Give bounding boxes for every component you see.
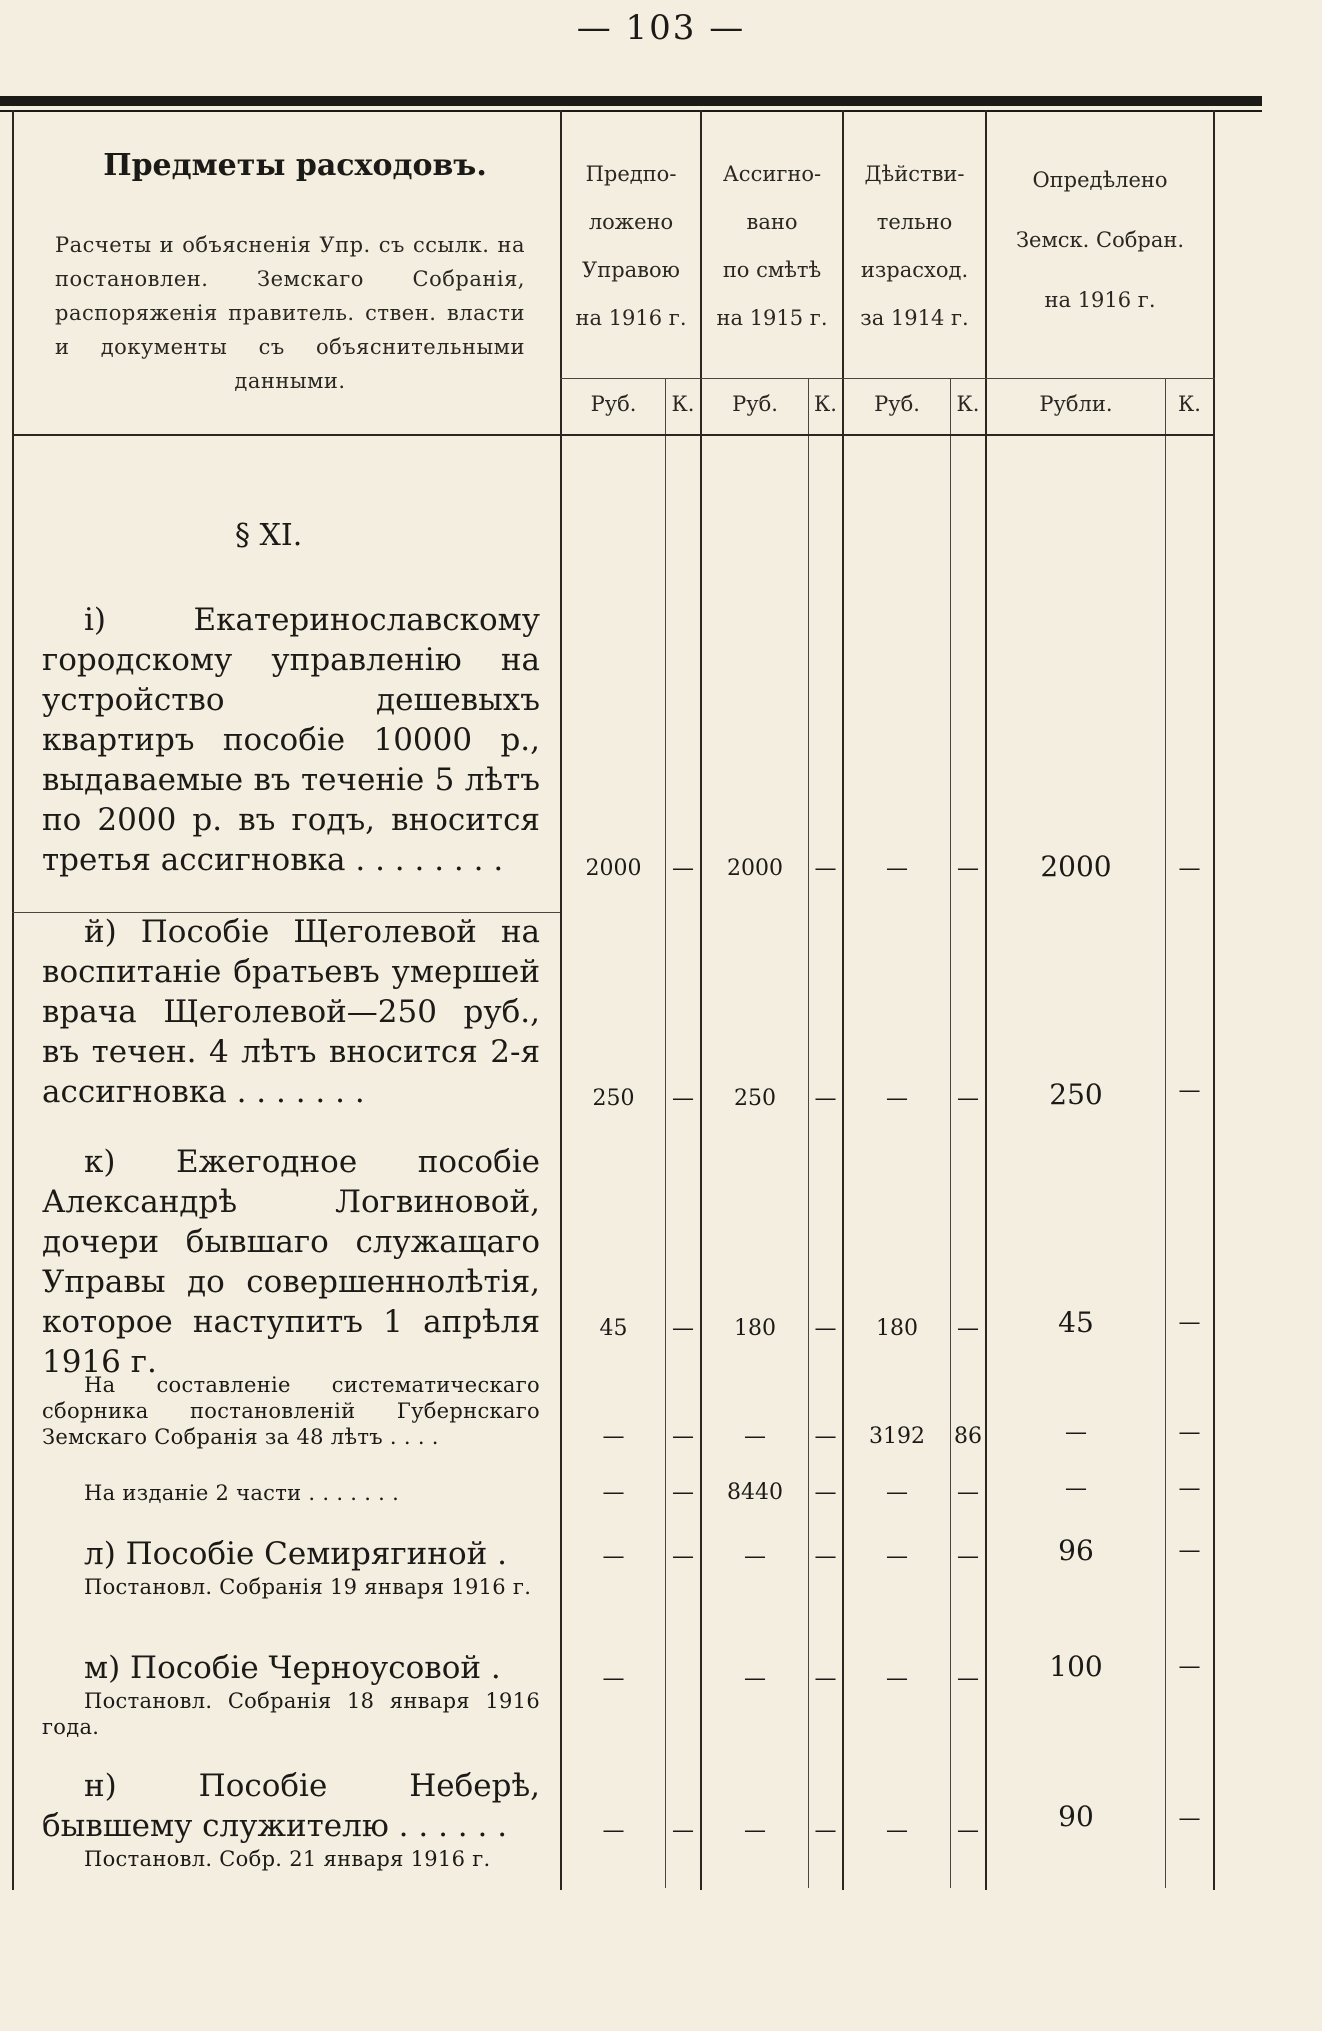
entry-text: н) Пособіе Неберѣ, бывшему служителю . . . . . . (42, 1768, 540, 1844)
amount-assigned: 8440 (727, 1480, 783, 1505)
kop-assigned: — (814, 1666, 837, 1691)
border-right (1213, 110, 1215, 1890)
amount-proposed: — (602, 1544, 625, 1569)
amount-assigned: — (744, 1544, 766, 1569)
entry-text: і) Екатеринославскому городскому управленію на устройство дешевыхъ квартиръ пособіе 10000 р., выдаваемые въ теченіе 5 лѣтъ по 2000 р. въ годъ, вносится третья ассигновка . . . . . . . . (42, 602, 540, 878)
entry-text: На составленіе систематическаго сборника постановленій Губернскаго Земскаго Собранія за 48 лѣтъ . . . . (42, 1373, 540, 1449)
amount-spent: — (886, 856, 908, 881)
entry-text: л) Пособіе Семирягиной . (84, 1536, 507, 1572)
amount-assigned: 180 (734, 1316, 776, 1341)
amount-proposed: 45 (599, 1316, 628, 1341)
kop-assigned: — (814, 1424, 837, 1449)
amount-proposed: 250 (592, 1086, 635, 1111)
amount-assigned: 2000 (727, 856, 783, 881)
unit-kop: К. (814, 392, 837, 416)
unit-rub: Рубли. (1039, 392, 1113, 416)
top-rule (0, 96, 1262, 106)
amount-assigned: 250 (734, 1086, 776, 1111)
kop-assigned: — (814, 1544, 837, 1569)
kop-determined: — (1178, 856, 1201, 881)
amount-assigned: — (744, 1818, 766, 1843)
entry-note: Постановл. Собр. 21 января 1916 г. (84, 1847, 491, 1871)
kop-assigned: — (814, 856, 837, 881)
column-divider (560, 110, 562, 1890)
kop-spent: — (957, 1480, 979, 1505)
amount-spent: — (886, 1666, 908, 1691)
column-header-determined: Опредѣлено Земск. Собран. на 1916 г. (1015, 168, 1185, 312)
amount-proposed: — (602, 1666, 625, 1691)
amount-determined: — (1065, 1476, 1087, 1501)
kop-spent: 86 (954, 1424, 982, 1449)
amount-spent: — (886, 1818, 908, 1843)
kop-determined: — (1178, 1806, 1201, 1831)
unit-kop: К. (956, 392, 980, 416)
amount-spent: 3192 (869, 1424, 925, 1449)
unit-kop: К. (671, 392, 695, 416)
section-heading: § XI. (235, 518, 303, 553)
entry-note: Постановл. Собранія 18 января 1916 года. (42, 1689, 540, 1739)
kop-assigned: — (814, 1086, 837, 1111)
kop-spent: — (957, 1666, 979, 1691)
kop-determined: — (1178, 1654, 1201, 1679)
column-divider (842, 110, 844, 1890)
page-number: — 103 — (576, 8, 746, 48)
kop-spent: — (957, 1316, 979, 1341)
amount-determined: — (1065, 1420, 1087, 1445)
kop-spent: — (957, 1818, 979, 1843)
amount-determined: 90 (1058, 1800, 1094, 1833)
unit-kop: К. (1178, 392, 1201, 416)
header-title: Предметы расходовъ. (103, 148, 487, 183)
header-bottom-rule (12, 434, 1215, 436)
kop-divider (950, 378, 951, 1888)
kop-determined: — (1178, 1310, 1201, 1335)
amount-determined: 2000 (1040, 850, 1112, 883)
kop-proposed: — (672, 1086, 694, 1111)
column-divider (700, 110, 702, 1890)
kop-proposed: — (672, 1424, 694, 1449)
kop-determined: — (1178, 1420, 1201, 1445)
amount-spent: 180 (876, 1316, 918, 1341)
kop-divider (665, 378, 666, 1888)
kop-assigned: — (814, 1316, 837, 1341)
kop-spent: — (957, 1086, 979, 1111)
kop-proposed: — (672, 1480, 694, 1505)
kop-proposed: — (672, 1544, 694, 1569)
column-header-proposed: Предпо- ложено Управою на 1916 г. (575, 162, 687, 330)
amount-determined: 100 (1049, 1650, 1103, 1683)
kop-determined: — (1178, 1078, 1201, 1103)
top-rule-thin (0, 110, 1262, 112)
kop-proposed: — (672, 1316, 694, 1341)
column-header-assigned: Ассигно- вано по смѣтѣ на 1915 г. (716, 162, 828, 330)
entry-text: На изданіе 2 части . . . . . . . (84, 1481, 400, 1505)
unit-rub: Руб. (590, 392, 637, 416)
amount-assigned: — (744, 1666, 766, 1691)
amount-assigned: — (744, 1424, 766, 1449)
entry-text: к) Ежегодное пособіе Александрѣ Логвиновой, дочери бывшаго служащаго Управы до совершеннолѣтія, которое наступитъ 1 апрѣля 1916 г. (42, 1144, 540, 1380)
entry-text: й) Пособіе Щеголевой на воспитаніе братьевъ умершей врача Щеголевой—250 руб., въ течен. 4 лѣтъ вносится 2-я ассигновка . . . . . . . (42, 914, 540, 1110)
kop-proposed: — (672, 856, 694, 881)
unit-row-rule (560, 378, 1215, 379)
kop-determined: — (1178, 1538, 1201, 1563)
border-left (12, 110, 14, 1890)
amount-proposed: 2000 (585, 856, 642, 881)
header-subtitle: Расчеты и объясненія Упр. съ ссылк. на постановлен. Земскаго Собранія, распоряженія правитель. ствен. власти и документы съ объяснительными данными. (55, 233, 525, 393)
kop-determined: — (1178, 1476, 1201, 1501)
amount-proposed: — (602, 1424, 625, 1449)
amount-spent: — (886, 1544, 908, 1569)
entry-text: м) Пособіе Черноусовой . (84, 1650, 501, 1686)
amount-spent: — (886, 1480, 908, 1505)
amount-spent: — (886, 1086, 908, 1111)
amount-proposed: — (602, 1480, 625, 1505)
entry-note: Постановл. Собранія 19 января 1916 г. (84, 1575, 532, 1599)
amount-determined: 96 (1058, 1534, 1094, 1567)
amount-determined: 45 (1058, 1306, 1094, 1339)
column-header-spent: Дѣйстви- тельно израсход. за 1914 г. (860, 162, 969, 330)
kop-spent: — (957, 856, 979, 881)
kop-proposed: — (672, 1818, 694, 1843)
unit-rub: Руб. (874, 392, 920, 416)
amount-proposed: — (602, 1818, 625, 1843)
column-divider (985, 110, 987, 1890)
kop-spent: — (957, 1544, 979, 1569)
unit-rub: Руб. (732, 392, 778, 416)
kop-assigned: — (814, 1480, 837, 1505)
kop-divider (808, 378, 809, 1888)
kop-assigned: — (814, 1818, 837, 1843)
amount-determined: 250 (1049, 1078, 1103, 1111)
